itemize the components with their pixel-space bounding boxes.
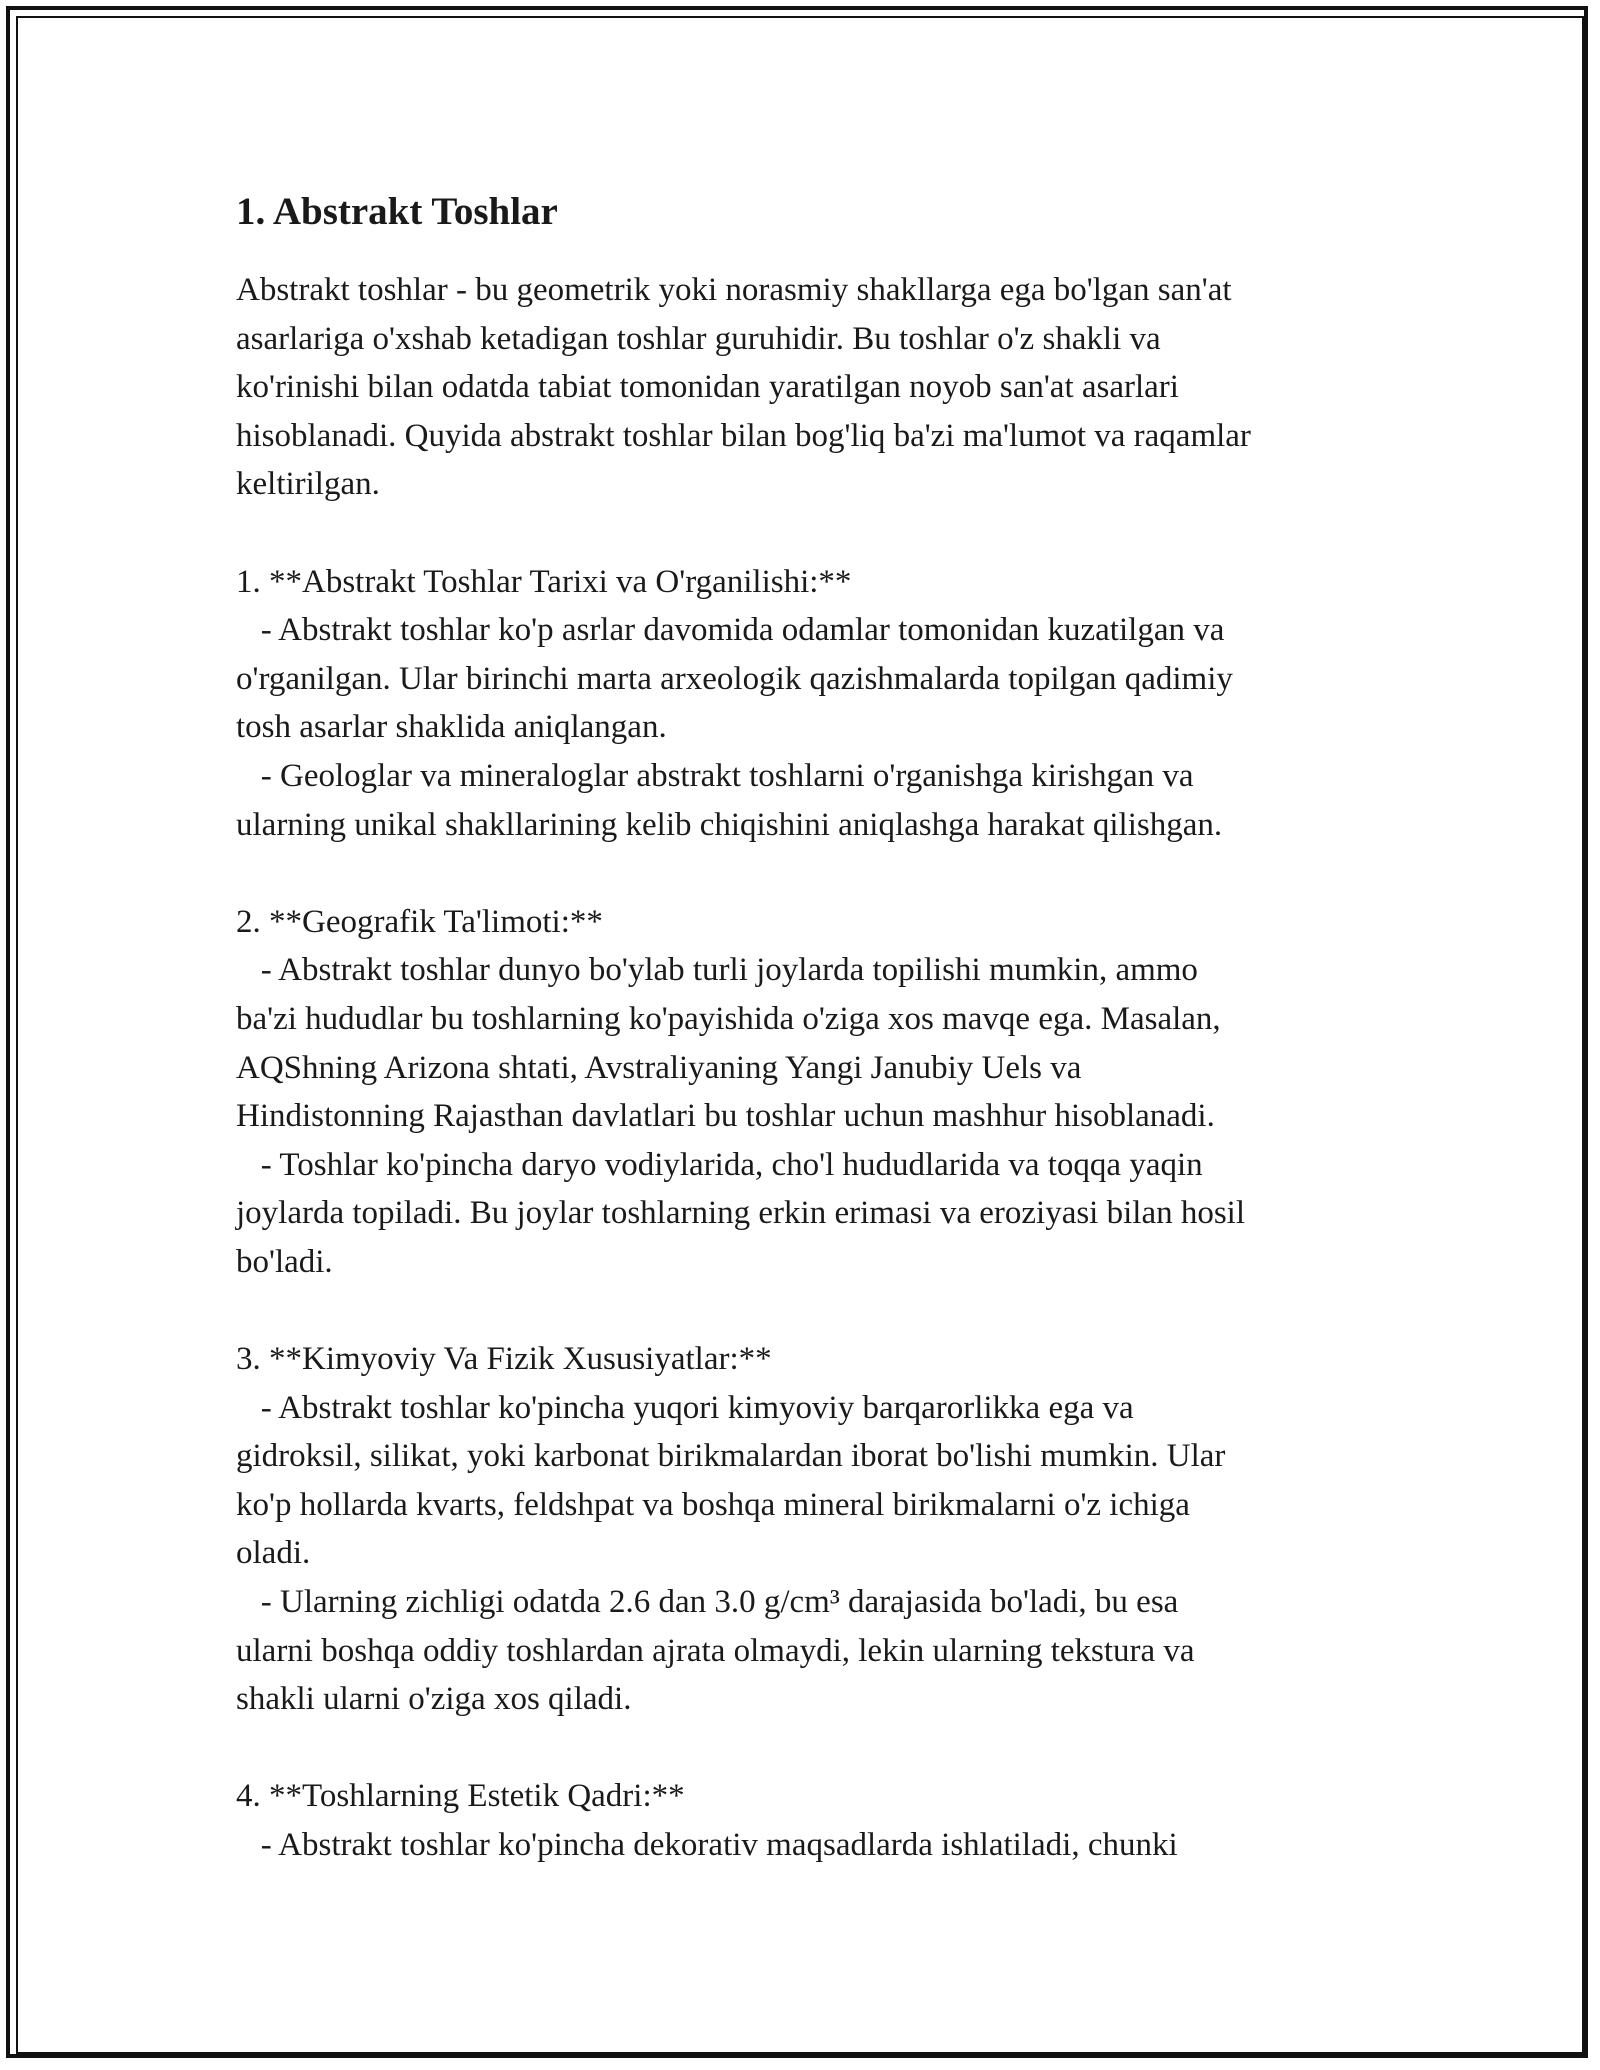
section-geography	[236, 898, 1376, 1287]
section-line: bo'ladi.	[236, 1243, 333, 1280]
section-heading: 4. **Toshlarning Estetik Qadri:**	[236, 1778, 685, 1815]
section-line: - Toshlar ko'pincha daryo vodiylarida, cho'l hududlarida va toqqa yaqin	[236, 1146, 1203, 1183]
paragraph-gap	[236, 509, 1376, 558]
section-line: - Abstrakt toshlar ko'p asrlar davomida odamlar tomonidan kuzatilgan va	[236, 612, 1225, 649]
paragraph-gap	[236, 1724, 1376, 1773]
paragraph-gap	[236, 1286, 1376, 1335]
section-line: - Geologlar va mineraloglar abstrakt toshlarni o'rganishga kirishgan va	[236, 757, 1194, 794]
section-chemistry	[236, 1335, 1376, 1724]
section-heading: 3. **Kimyoviy Va Fizik Xususiyatlar:**	[236, 1341, 772, 1378]
section-heading: 2. **Geografik Ta'limoti:**	[236, 903, 603, 940]
section-line: Hindistonning Rajasthan davlatlari bu toshlar uchun mashhur hisoblanadi.	[236, 1098, 1215, 1135]
section-line: shakli ularni o'ziga xos qiladi.	[236, 1681, 632, 1718]
document-page	[236, 186, 1376, 1870]
paragraph-gap	[236, 849, 1376, 898]
section-line: gidroksil, silikat, yoki karbonat birikmalardan iborat bo'lishi mumkin. Ular	[236, 1438, 1226, 1475]
section-history	[236, 558, 1376, 850]
section-line: o'rganilgan. Ular birinchi marta arxeologik qazishmalarda topilgan qadimiy	[236, 660, 1233, 697]
section-line: joylarda topiladi. Bu joylar toshlarning erkin erimasi va eroziyasi bilan hosil	[236, 1195, 1246, 1232]
intro-line: asarlariga o'xshab ketadigan toshlar guruhidir. Bu toshlar o'z shakli va	[236, 320, 1161, 357]
intro-line: ko'rinishi bilan odatda tabiat tomonidan yaratilgan noyob san'at asarlari	[236, 369, 1179, 406]
section-line: ba'zi hududlar bu toshlarning ko'payishida o'ziga xos mavqe ega. Masalan,	[236, 1000, 1221, 1037]
section-line: tosh asarlar shaklida aniqlangan.	[236, 709, 667, 746]
section-line: - Abstrakt toshlar dunyo bo'ylab turli joylarda topilishi mumkin, ammo	[236, 952, 1198, 989]
section-line: - Abstrakt toshlar ko'pincha yuqori kimyoviy barqarorlikka ega va	[236, 1389, 1134, 1426]
intro-line: keltirilgan.	[236, 466, 380, 503]
intro-paragraph	[236, 266, 1376, 509]
section-line: ko'p hollarda kvarts, feldshpat va boshqa mineral birikmalarni o'z ichiga	[236, 1486, 1190, 1523]
section-line: ularni boshqa oddiy toshlardan ajrata olmaydi, lekin ularning tekstura va	[236, 1632, 1195, 1669]
intro-line: hisoblanadi. Quyida abstrakt toshlar bilan bog'liq ba'zi ma'lumot va raqamlar	[236, 417, 1251, 454]
section-aesthetics	[236, 1772, 1376, 1869]
section-line: - Ularning zichligi odatda 2.6 dan 3.0 g/cm³ darajasida bo'ladi, bu esa	[236, 1584, 1179, 1621]
section-heading: 1. **Abstrakt Toshlar Tarixi va O'rganilishi:**	[236, 563, 852, 600]
section-line: AQShning Arizona shtati, Avstraliyaning Yangi Janubiy Uels va	[236, 1049, 1082, 1086]
intro-line: Abstrakt toshlar - bu geometrik yoki norasmiy shakllarga ega bo'lgan san'at	[236, 272, 1232, 308]
section-line: - Abstrakt toshlar ko'pincha dekorativ maqsadlarda ishlatiladi, chunki	[236, 1827, 1178, 1863]
section-line: ularning unikal shakllarining kelib chiqishini aniqlashga harakat qilishgan.	[236, 806, 1223, 843]
document-title: 1. Abstrakt Toshlar	[236, 190, 558, 233]
section-line: oladi.	[236, 1535, 311, 1572]
